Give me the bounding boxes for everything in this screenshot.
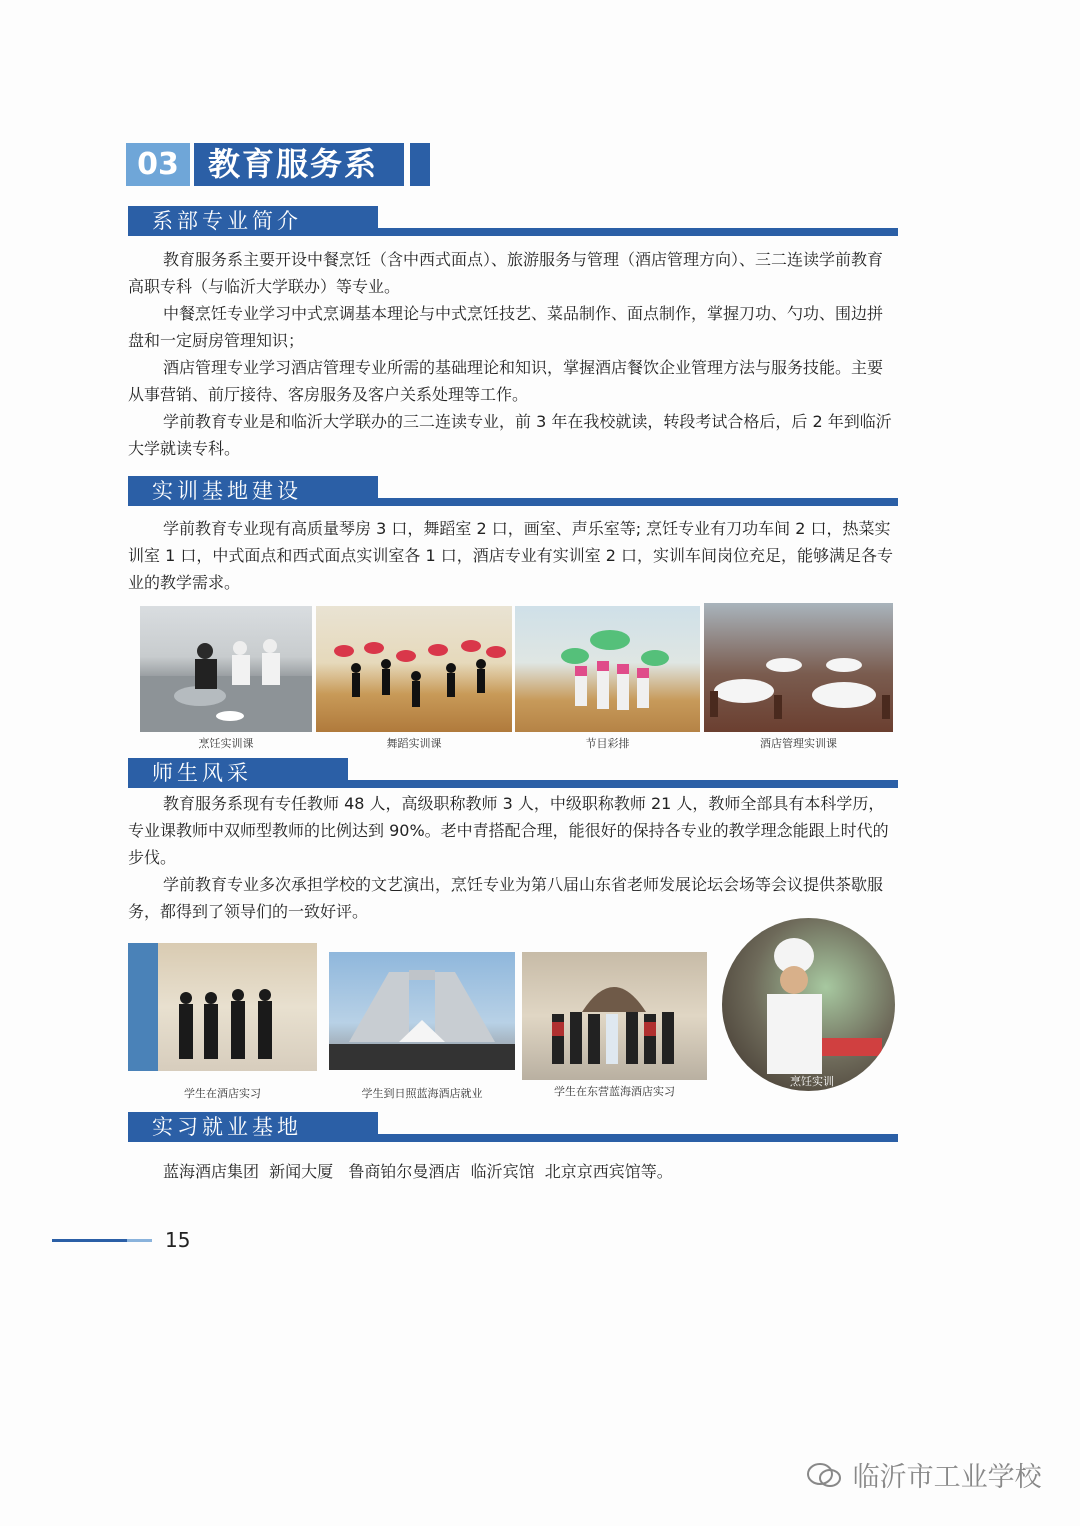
paragraph: 中餐烹饪专业学习中式烹调基本理论与中式烹饪技艺、菜品制作、面点制作，掌握刀功、勺功、围边拼盘和一定厨房管理知识；	[128, 304, 884, 350]
paragraph: 学前教育专业是和临沂大学联办的三二连读专业，前 3 年在我校就读，转段考试合格后，后 2 年到临沂大学就读专科。	[128, 412, 892, 458]
section-title: 实习就业基地	[128, 1112, 378, 1142]
photo-caption: 学生到日照蓝海酒店就业	[361, 1087, 483, 1100]
section-rule	[378, 228, 898, 236]
paragraph: 学前教育专业多次承担学校的文艺演出，烹饪专业为第八届山东省老师发展论坛会场等会议提供茶歇服务，都得到了领导们的一致好评。	[128, 875, 884, 921]
photo-hotel-internship	[128, 943, 317, 1071]
department-number: 03	[126, 143, 190, 186]
teachers-text	[128, 790, 898, 925]
paragraph: 学前教育专业现有高质量琴房 3 口，舞蹈室 2 口，画室、声乐室等; 烹饪专业有刀功车间 2 口，热菜实训室 1 口，中式面点和西式面点实训室各 1 口，酒店专业有实训室 2 口，实训车间岗位充足，能够满足各专业的教学需求。	[128, 519, 894, 592]
watermark-text: 临沂市工业学校	[852, 1462, 1042, 1493]
photo-caption: 酒店管理实训课	[760, 737, 837, 750]
photo-caption: 节目彩排	[585, 737, 630, 750]
photo-caption: 舞蹈实训课	[386, 737, 442, 750]
photo-rehearsal	[515, 606, 700, 732]
photo-caption: 烹饪实训	[790, 1075, 834, 1088]
section-header-training	[128, 476, 898, 506]
header-accent-bar	[410, 143, 430, 186]
paragraph: 酒店管理专业学习酒店管理专业所需的基础理论和知识，掌握酒店餐饮企业管理方法与服务技能。主要从事营销、前厅接待、客房服务及客户关系处理等工作。	[128, 358, 884, 404]
department-title: 教育服务系	[194, 143, 404, 186]
section-title: 系部专业简介	[128, 206, 378, 236]
photo-caption: 学生在东营蓝海酒店实习	[554, 1085, 675, 1098]
photo-cooking-class	[140, 606, 312, 732]
intro-text	[128, 246, 898, 462]
footer-rule	[52, 1239, 127, 1242]
photo-cooking-training	[722, 918, 895, 1091]
photo-caption: 学生在酒店实习	[184, 1087, 261, 1100]
photo-rizhao-hotel	[329, 952, 515, 1070]
section-rule	[378, 1134, 898, 1142]
paragraph: 教育服务系主要开设中餐烹饪（含中西式面点）、旅游服务与管理（酒店管理方向）、三二连读学前教育高职专科（与临沂大学联办）等专业。	[128, 250, 884, 296]
photo-dongying-hotel	[522, 952, 707, 1080]
section-title: 师生风采	[128, 758, 348, 788]
section-header-intro	[128, 206, 898, 236]
photo-hotel-class	[704, 603, 893, 732]
section-header-employment	[128, 1112, 898, 1142]
wechat-icon	[806, 1461, 844, 1496]
page-number: 15	[165, 1228, 191, 1252]
employment-text	[128, 1158, 898, 1185]
section-rule	[378, 498, 898, 506]
photo-caption: 烹饪实训课	[198, 737, 254, 750]
footer-rule-accent	[127, 1239, 152, 1242]
training-text	[128, 515, 898, 596]
watermark	[806, 1455, 1042, 1496]
section-title: 实训基地建设	[128, 476, 378, 506]
section-rule	[348, 780, 898, 788]
paragraph: 教育服务系现有专任教师 48 人，高级职称教师 3 人，中级职称教师 21 人，教师全部具有本科学历，专业课教师中双师型教师的比例达到 90%。老中青搭配合理，能很好的保持各专业的教学理念能跟上时代的步伐。	[128, 794, 889, 867]
photo-dance-class	[316, 606, 512, 732]
paragraph: 蓝海酒店集团 新闻大厦 鲁商铂尔曼酒店 临沂宾馆 北京京西宾馆等。	[163, 1162, 673, 1181]
section-header-teachers	[128, 758, 898, 788]
